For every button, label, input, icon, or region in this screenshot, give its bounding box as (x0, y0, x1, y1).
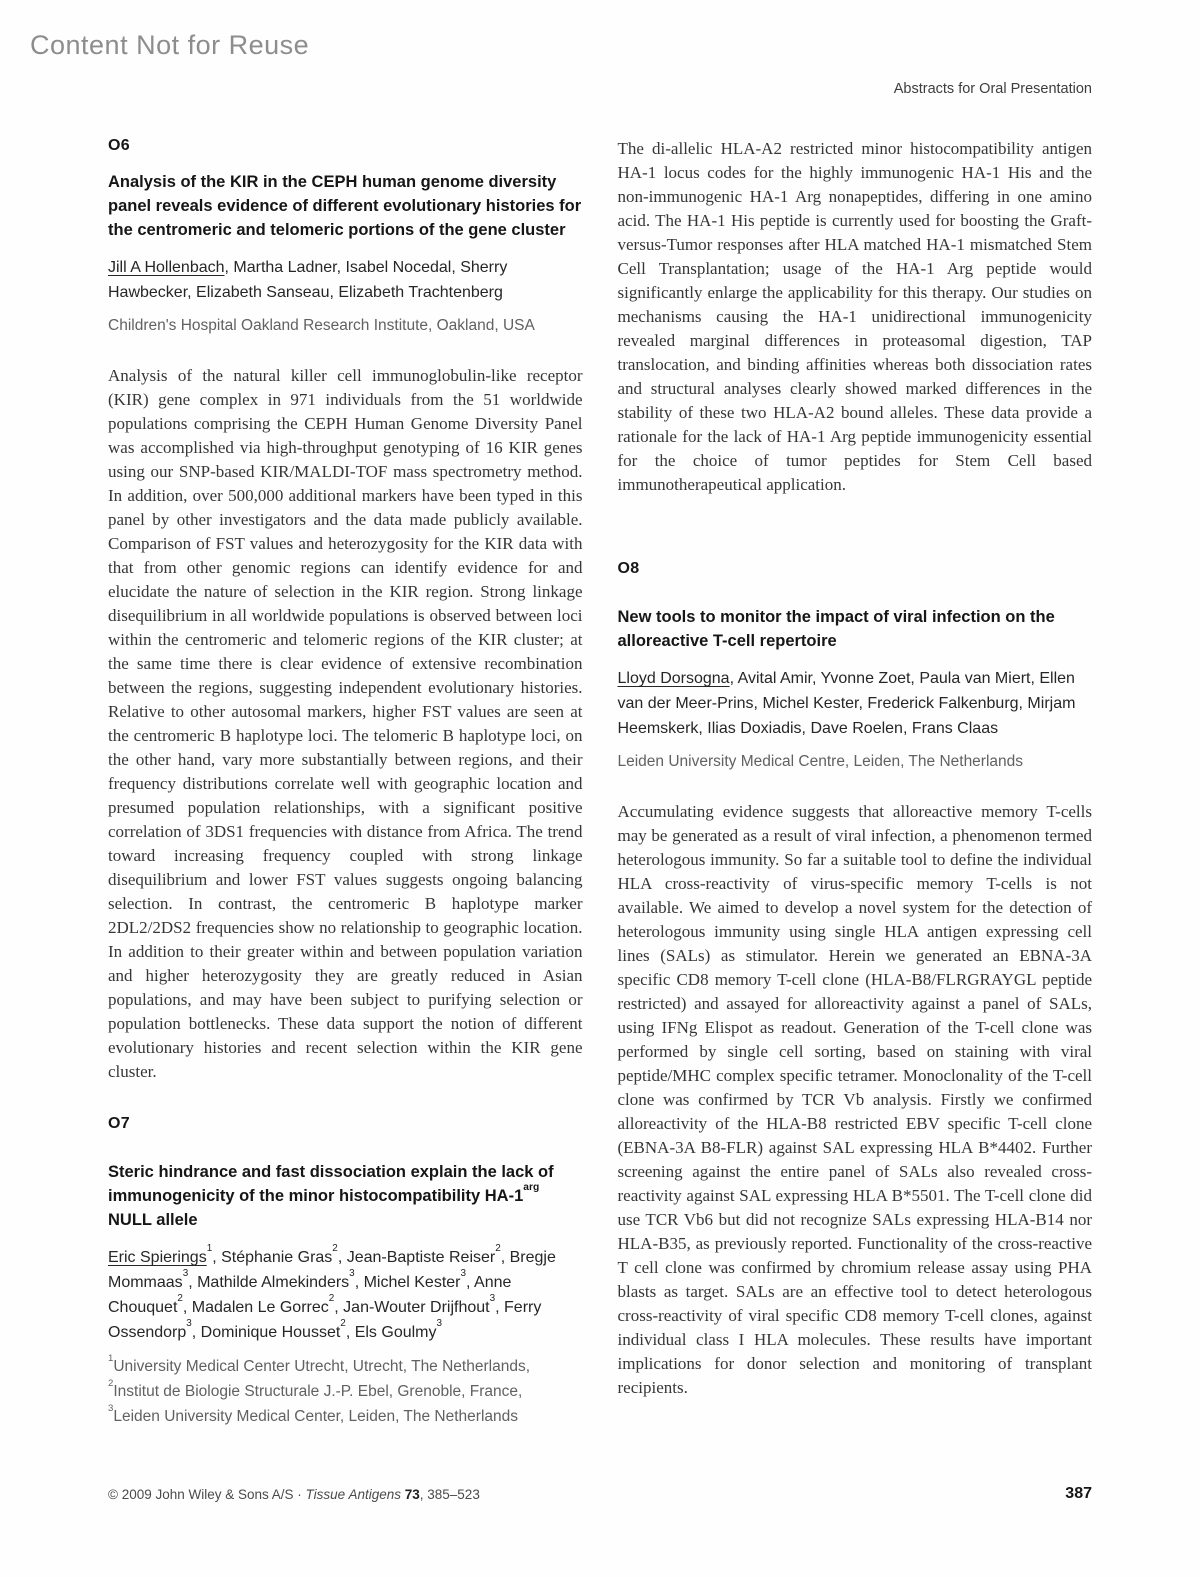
abstract-o7-number: O7 (108, 1115, 130, 1132)
watermark-text: Content Not for Reuse (30, 30, 310, 60)
presenting-author: Jill A Hollenbach (108, 259, 225, 276)
journal-name: Tissue Antigens (305, 1487, 401, 1502)
left-column (108, 137, 583, 1429)
presenting-author: Lloyd Dorsogna (617, 670, 730, 687)
abstract-o8-body: Accumulating evidence suggests that alloreactive memory T-cells may be generated as a result of viral infection, a phenomenon termed heterologous immunity. So far a suitable tool to define the individual HLA cross-reactivity of virus-specific memory T-cells is not available. We aimed to develop a novel system for the detection of heterologous immunity using single HLA antigen expressing cell lines (SALs) as stimulator. Herein we generated an EBNA-3A specific CD8 memory T-cell clone (HLA-B8/FLRGRAYGL peptide restricted) and assayed for alloreactivity against a panel of SALs, using IFNg Elispot as readout. Generation of the T-cell clone was performed by single cell sorting, based on staining with viral peptide/MHC complex specific tetramer. Monoclonality of the T-cell clone was confirmed by TCR Vb analysis. Firstly we confirmed alloreactivity of the HLA-B8 restricted EBV specific T-cell clone (EBNA-3A B8-FLR) against SAL expressing HLA B*4402. Further screening against the entire panel of SALs also revealed cross-reactivity against SAL expressing HLA B*5501. The T-cell clone did use TCR Vb6 but did not recognize SALs expressing HLA-B14 nor HLA-B35, as previously reported. Functionality of the cross-reactive T cell clone was confirmed by chromium release assay using PHA blasts as target. SALs are an effective tool to detect heterologous cross-reactivity of viral specific CD8 memory T-cell clones, against individual class I HLA molecules. These results have important implications for donor selection and monitoring of transplant recipients. (617, 802, 1092, 1397)
coauthors: , Avital Amir, Yvonne Zoet, Paula van Miert, Ellen van der Meer-Prins, Michel Kester, Frederick Falkenburg, Mirjam Heemskerk, Ilias Doxiadis, Dave Roelen, Frans Claas (617, 670, 1076, 737)
copyright-text: © 2009 John Wiley & Sons A/S · (108, 1487, 306, 1502)
right-column (618, 137, 1093, 1429)
two-column-layout (108, 137, 1092, 1429)
footer-copyright (108, 1487, 480, 1502)
abstract-o7 (108, 1115, 583, 1429)
abstract-o8-title: New tools to monitor the impact of viral infection on the alloreactive T-cell repertoire (617, 608, 1055, 650)
title-superscript: arg (523, 1181, 540, 1193)
abstract-o7-body: The di-allelic HLA-A2 restricted minor histocompatibility antigen HA-1 locus codes for the highly immunogenic HA-1 His and the non-immunogenic HA-1 Arg nonapeptides, differing in one amino acid. The HA-1 His peptide is currently used for boosting the Graft-versus-Tumor responses after HLA matched HA-1 mismatched Stem Cell Transplantation; usage of the HA-1 Arg peptide would significantly enlarge the applicability for this therapy. Our studies on mechanisms causing the HA-1 unidirectional immunogenicity revealed marginal differences in proteasomal digestion, TAP translocation, and binding affinities whereas both dissociation rates and structural analyses clearly showed marked differences in the stability of these two HLA-A2 bound alleles. These data provide a rationale for the lack of HA-1 Arg peptide immunogenicity essential for the choice of tumor peptides for Stem Cell based immunotherapeutical application. (617, 139, 1092, 494)
abstract-o7-affiliations: $^1$University Medical Center Utrecht, Utrecht, The Netherlands, $^2$Institut de Biologie Structurale J.-P. Ebel, Grenoble, France, $^3$Leiden University Medical Center, Leiden, The Netherlands (108, 1352, 530, 1425)
abstract-o6-affiliation: Children's Hospital Oakland Research Institute, Oakland, USA (108, 317, 535, 334)
abstract-o7-body-continued (618, 137, 1093, 497)
abstract-o7-authors: Eric Spierings$^1$, Stéphanie Gras$^2$, Jean-Baptiste Reiser$^2$, Bregje Mommaas$^3$, Mathilde Almekinders$^3$, Michel Kester$^3$, Anne Chouquet$^2$, Madalen Le Gorrec$^2$, Jan-Wouter Drijfhout$^3$, Ferry Ossendorp$^3$, Dominique Housset$^2$, Els Goulmy$^3$ (108, 1243, 556, 1341)
title-text: NULL allele (108, 1211, 198, 1229)
abstract-o8-affiliation: Leiden University Medical Centre, Leiden, The Netherlands (617, 753, 1024, 770)
title-text: Steric hindrance and fast dissociation explain the lack of immunogenicity of the minor histocompatibility HA-1 (108, 1163, 554, 1205)
abstract-o7-title (108, 1160, 583, 1232)
running-head: Abstracts for Oral Presentation (893, 81, 1092, 97)
abstract-o8-authors (618, 666, 1093, 741)
abstract-o8-number: O8 (617, 560, 640, 577)
page-number: 387 (1065, 1485, 1092, 1502)
abstract-o6-number: O6 (108, 137, 130, 154)
abstract-o6-body: Analysis of the natural killer cell immunoglobulin-like receptor (KIR) gene complex in 971 individuals from the 51 worldwide populations comprising the CEPH Human Genome Diversity Panel was accomplished via high-throughput genotyping of 16 KIR genes using our SNP-based KIR/MALDI-TOF mass spectrometry method. In addition, over 500,000 additional markers have been typed in this panel by other investigators and the data made publicly available. Comparison of FST values and heterozygosity for the KIR data with that from other genomic regions can identify evidence for and elucidate the nature of selection in the KIR region. Strong linkage disequilibrium in all worldwide populations is observed between loci within the centromeric and telomeric regions of the KIR cluster; at the same time there is clear evidence of extensive recombination between the regions, suggesting independent evolutionary histories. Relative to other autosomal markers, higher FST values are seen at the centromeric B haplotype loci. The telomeric B haplotype loci, on the other hand, vary more substantially between regions, and their frequency distributions correlate well with geographic location and presumed population relationships, with a significant positive correlation of 3DS1 frequencies with distance from Africa. The trend toward increasing frequency coupled with strong linkage disequilibrium and lower FST values suggests ongoing balancing selection. In contrast, the centromeric B haplotype marker 2DL2/2DS2 frequencies show no relationship to geographic location. In addition to their greater within and between population variation and higher heterozygosity they are greatly reduced in Asian populations, and may have been subject to purifying selection or population bottlenecks. These data support the notion of different evolutionary histories and recent selection within the KIR gene cluster. (108, 366, 583, 1081)
page-range: , 385–523 (419, 1487, 480, 1502)
coauthors: , Martha Ladner, Isabel Nocedal, Sherry Hawbecker, Elizabeth Sanseau, Elizabeth Trachtenberg (108, 259, 508, 301)
abstract-o8 (618, 560, 1093, 1400)
abstract-o6-authors (108, 255, 583, 305)
abstract-o6 (108, 137, 583, 1084)
volume-number: 73 (400, 1487, 420, 1502)
abstract-o6-title: Analysis of the KIR in the CEPH human genome diversity panel reveals evidence of different evolutionary histories for the centromeric and telomeric portions of the gene cluster (108, 173, 582, 239)
